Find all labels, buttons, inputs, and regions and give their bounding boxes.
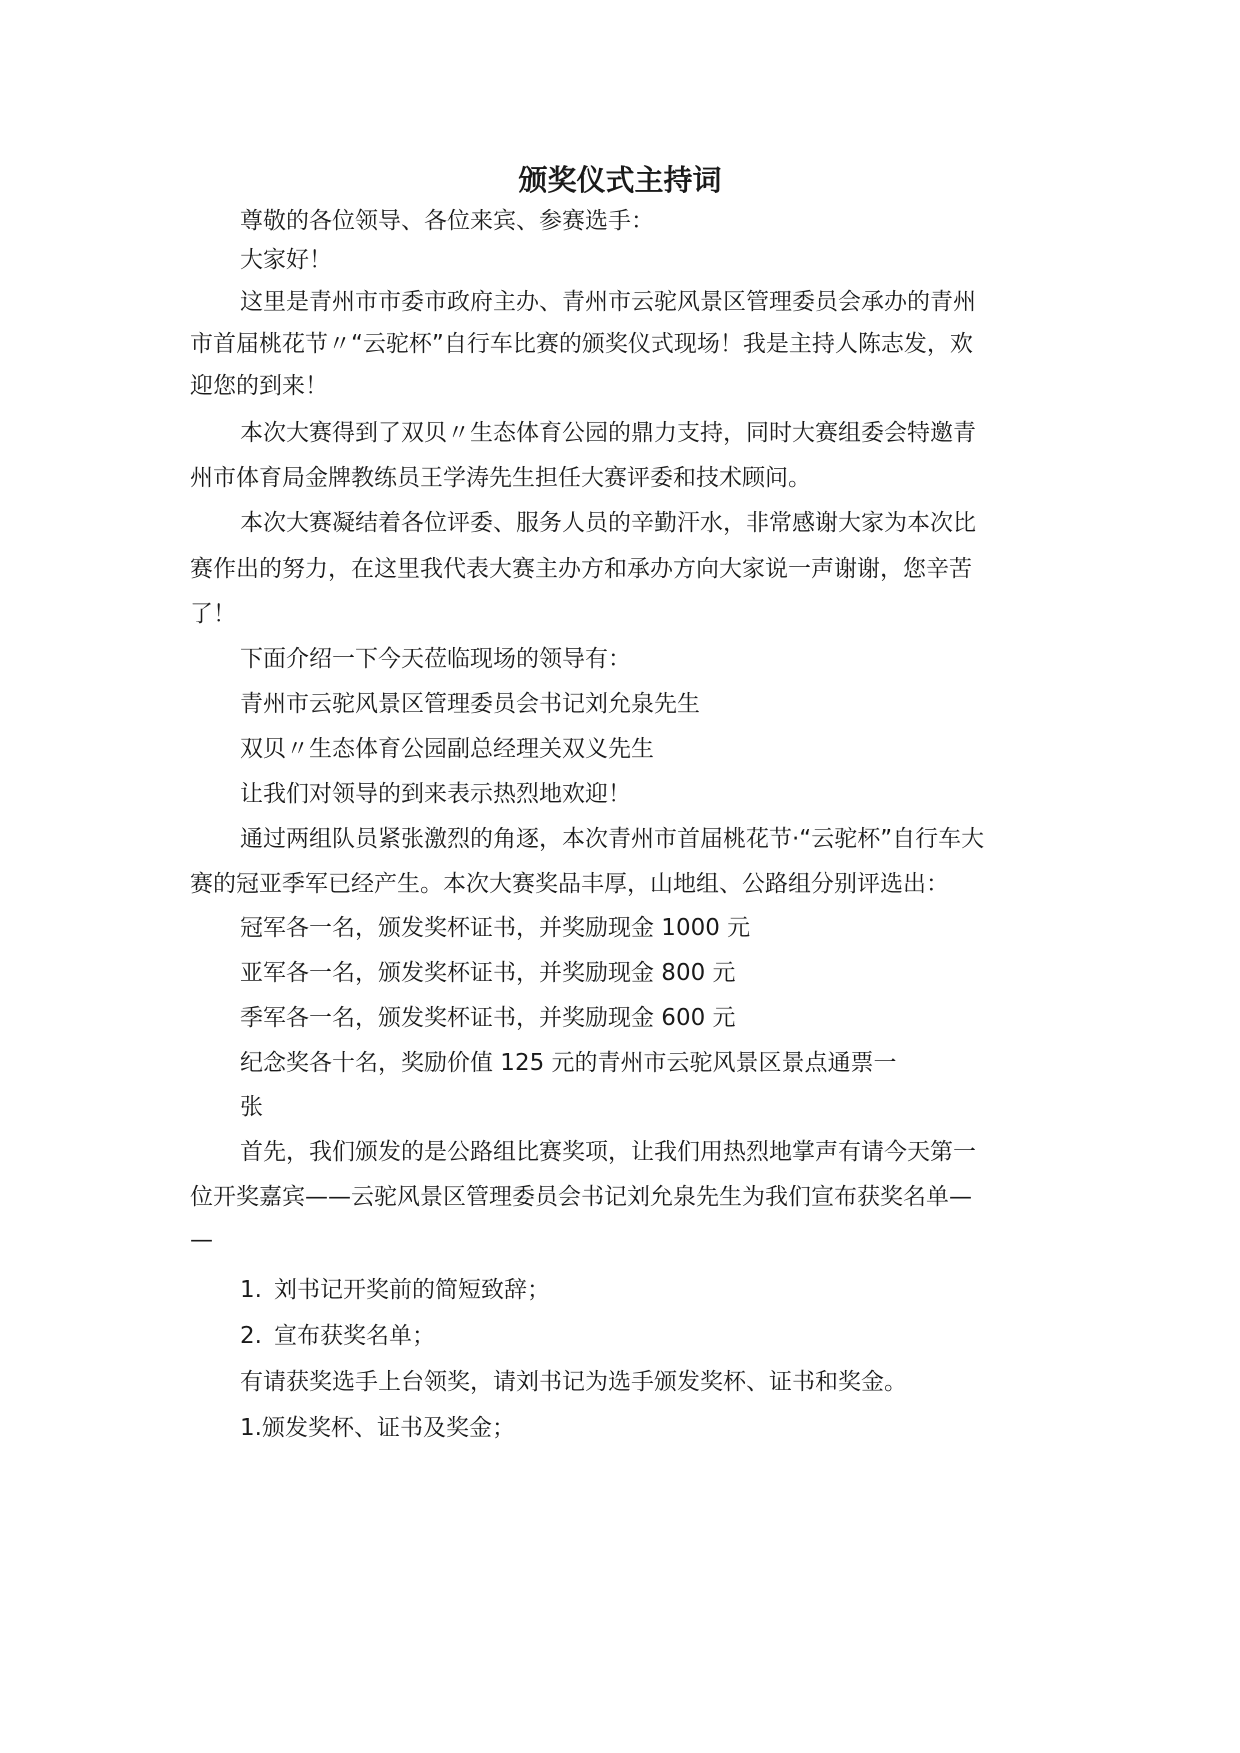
paragraph-line: 亚军各一名，颁发奖杯证书，并奖励现金 800 元 [240, 960, 736, 986]
list-item-text: 宣布获奖名单； [274, 1323, 435, 1349]
paragraph-line: 赛作出的努力，在这里我代表大赛主办方和承办方向大家说一声谢谢，您辛苦 [190, 556, 972, 582]
document-title: 颁奖仪式主持词 [518, 163, 722, 197]
paragraph-line: 了！ [190, 601, 236, 627]
paragraph-line: 大家好！ [240, 247, 332, 273]
list-number: 2. [240, 1323, 262, 1349]
paragraph-line: 下面介绍一下今天莅临现场的领导有： [240, 646, 631, 672]
paragraph-line: 这里是青州市市委市政府主办、青州市云驼风景区管理委员会承办的青州 [240, 289, 976, 315]
paragraph-line: 位开奖嘉宾——云驼风景区管理委员会书记刘允泉先生为我们宣布获奖名单— [190, 1184, 972, 1210]
paragraph-line: 通过两组队员紧张激烈的角逐，本次青州市首届桃花节·“云驼杯”自行车大 [240, 826, 985, 852]
paragraph-line: 尊敬的各位领导、各位来宾、参赛选手： [240, 208, 654, 234]
paragraph-line: — [190, 1227, 213, 1253]
paragraph-line: 首先，我们颁发的是公路组比赛奖项，让我们用热烈地掌声有请今天第一 [240, 1139, 976, 1165]
paragraph-line: 冠军各一名，颁发奖杯证书，并奖励现金 1000 元 [240, 915, 751, 941]
paragraph-line: 赛的冠亚季军已经产生。本次大赛奖品丰厚，山地组、公路组分别评选出： [190, 871, 949, 897]
paragraph-line: 双贝〃生态体育公园副总经理关双义先生 [240, 736, 654, 762]
list-item [190, 1312, 1110, 1361]
paragraph-line: 迎您的到来！ [190, 373, 328, 399]
paragraph-line: 青州市云驼风景区管理委员会书记刘允泉先生 [240, 691, 700, 717]
paragraph-line: 本次大赛得到了双贝〃生态体育公园的鼎力支持，同时大赛组委会特邀青 [240, 420, 976, 446]
paragraph-line: 纪念奖各十名，奖励价值 125 元的青州市云驼风景区景点通票一 [240, 1050, 897, 1076]
paragraph-line: 让我们对领导的到来表示热烈地欢迎！ [240, 781, 631, 807]
paragraph-line: 州市体育局金牌教练员王学涛先生担任大赛评委和技术顾问。 [190, 465, 811, 491]
paragraph-line: 有请获奖选手上台领奖，请刘书记为选手颁发奖杯、证书和奖金。 [240, 1369, 907, 1395]
list-item [190, 1266, 1110, 1315]
paragraph-line: 1.颁发奖杯、证书及奖金； [240, 1415, 515, 1441]
paragraph-line: 张 [240, 1094, 263, 1120]
paragraph-line: 市首届桃花节〃“云驼杯”自行车比赛的颁奖仪式现场！我是主持人陈志发，欢 [190, 331, 973, 357]
paragraph-line: 季军各一名，颁发奖杯证书，并奖励现金 600 元 [240, 1005, 736, 1031]
paragraph-line: 本次大赛凝结着各位评委、服务人员的辛勤汗水，非常感谢大家为本次比 [240, 510, 976, 536]
list-number: 1. [240, 1277, 262, 1303]
list-item-text: 刘书记开奖前的简短致辞； [274, 1277, 550, 1303]
